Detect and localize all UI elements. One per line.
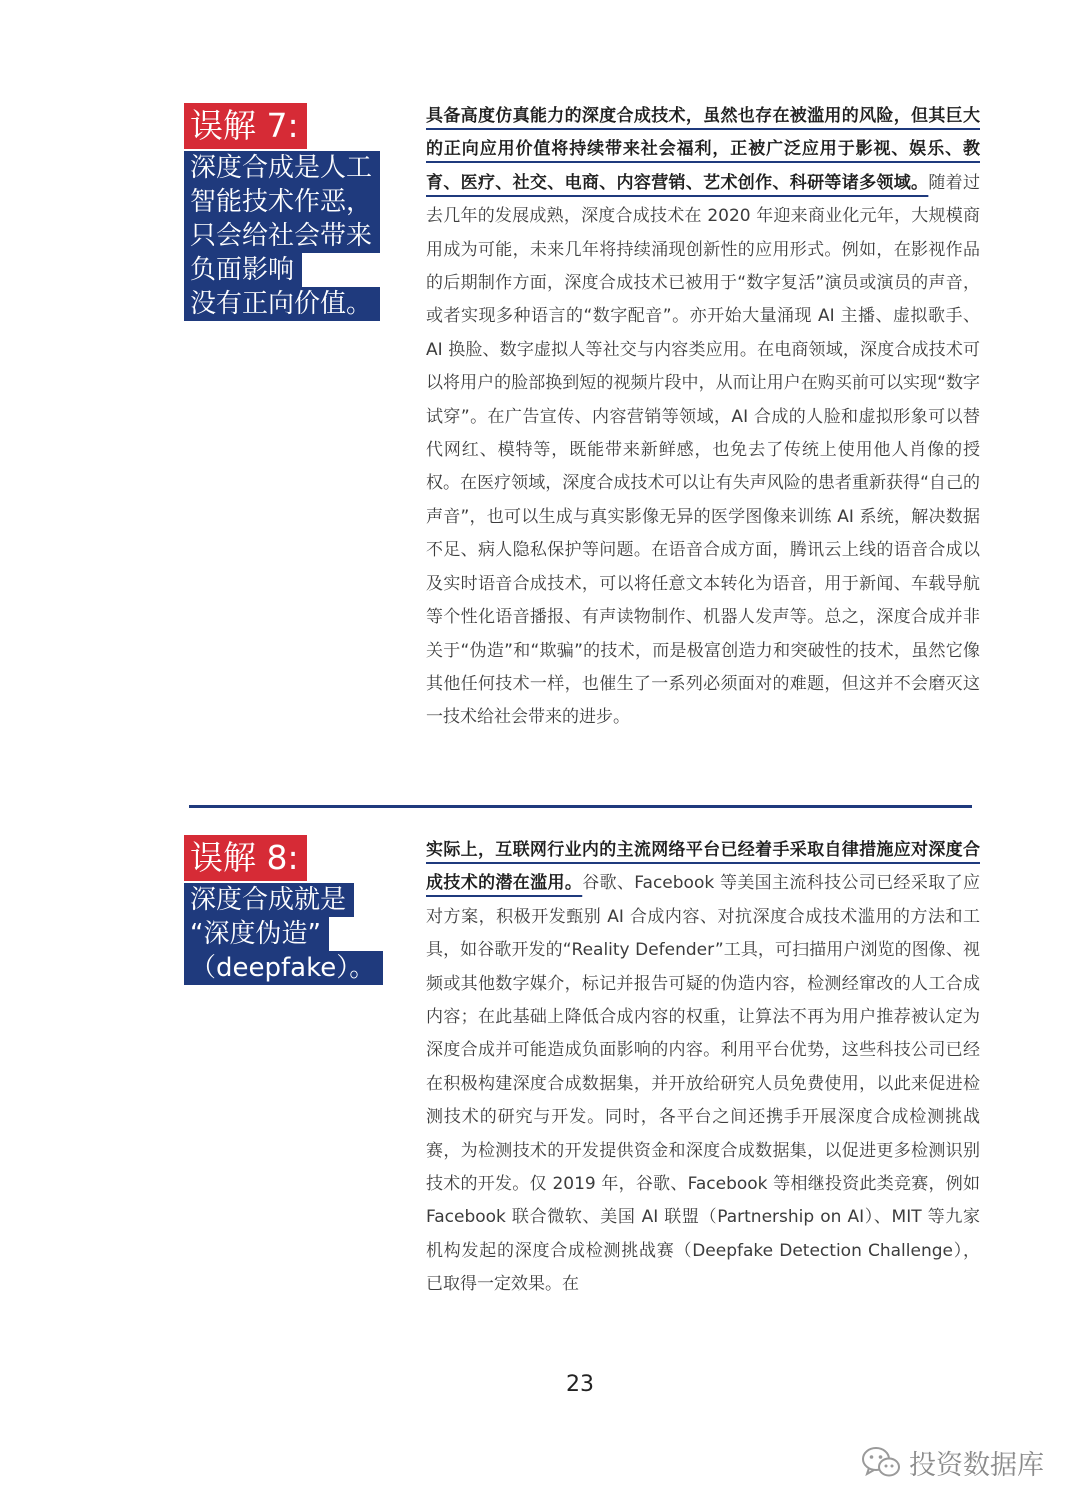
section-divider [189, 805, 972, 808]
statement-line: 只会给社会带来 [184, 219, 380, 253]
statement-line: 深度合成就是 [184, 883, 354, 917]
statement-line: 负面影响 [184, 253, 302, 287]
wechat-icon [861, 1446, 901, 1480]
statement-line: 深度合成是人工 [184, 151, 380, 185]
statement-line: 没有正向价值。 [184, 287, 380, 321]
misconception-8-statement [184, 883, 383, 985]
misconception-7-lead: 具备高度仿真能力的深度合成技术，虽然也存在被滥用的风险，但其巨大的正向应用价值将持续带来社会福利，正被广泛应用于影视、娱乐、教育、医疗、社交、电商、内容营销、艺术创作、科研等诸多领域。 [426, 106, 980, 193]
misconception-8-callout [184, 835, 383, 985]
misconception-7-text: 随着过去几年的发展成熟，深度合成技术在 2020 年迎来商业化元年，大规模商用成为可能，未来几年将持续涌现创新性的应用形式。例如，在影视作品的后期制作方面，深度合成技术已被用于“数字复活”演员或演员的声音，或者实现多种语言的“数字配音”。亦开始大量涌现 AI 主播、虚拟歌手、AI 换脸、数字虚拟人等社交与内容类应用。在电商领域，深度合成技术可以将用户的脸部换到短的视频片段中，从而让用户在购买前可以实现“数字试穿”。在广告宣传、内容营销等领域，AI 合成的人脸和虚拟形象可以替代网红、模特等，既能带来新鲜感，也免去了传统上使用他人肖像的授权。在医疗领域，深度合成技术可以让有失声风险的患者重新获得“自己的声音”，也可以生成与真实影像无异的医学图像来训练 AI 系统，解决数据不足、病人隐私保护等问题。在语音合成方面，腾讯云上线的语音合成以及实时语音合成技术，可以将任意文本转化为语音，用于新闻、车载导航等个性化语音播报、有声读物制作、机器人发声等。总之，深度合成并非关于“伪造”和“欺骗”的技术，而是极富创造力和突破性的技术，虽然它像其他任何技术一样，也催生了一系列必须面对的难题，但这并不会磨灭这一技术给社会带来的进步。 [426, 172, 981, 728]
misconception-8-label: 误解 8: [184, 835, 307, 881]
misconception-7-callout [184, 103, 380, 321]
misconception-8-text: 谷歌、Facebook 等美国主流科技公司已经采取了应对方案，积极开发甄别 AI 合成内容、对抗深度合成技术滥用的方法和工具，如谷歌开发的“Reality Defender”工具，可扫描用户浏览的图像、视频或其他数字媒介，标记并报告可疑的伪造内容，检测经窜改的人工合成内容；在此基础上降低合成内容的权重，让算法不再为用户推荐被认定为深度合成并可能造成负面影响的内容。利用平台优势，这些科技公司已经在积极构建深度合成数据集，并开放给研究人员免费使用，以此来促进检测技术的研究与开发。同时，各平台之间还携手开展深度合成检测挑战赛，为检测技术的开发提供资金和深度合成数据集，以促进更多检测识别技术的开发。仅 2019 年，谷歌、Facebook 等相继投资此类竞赛，例如 Facebook 联合微软、美国 AI 联盟（Partnership on AI）、MIT 等九家机构发起的深度合成检测挑战赛（Deepfake Detection Challenge），已取得一定效果。在 [426, 873, 980, 1295]
misconception-7-statement [184, 151, 380, 321]
statement-line: “深度伪造” [184, 917, 329, 951]
misconception-7-body [426, 100, 980, 735]
misconception-8-body [426, 834, 980, 1302]
watermark [861, 1443, 1044, 1482]
misconception-8-lead: 实际上，互联网行业内的主流网络平台已经着手采取自律措施应对深度合成技术的潜在滥用。 [426, 840, 980, 894]
watermark-text: 投资数据库 [909, 1450, 1044, 1481]
statement-line: （deepfake）。 [184, 951, 383, 985]
page-number: 23 [566, 1372, 594, 1397]
misconception-7-label: 误解 7: [184, 103, 307, 149]
statement-line: 智能技术作恶， [184, 185, 380, 219]
